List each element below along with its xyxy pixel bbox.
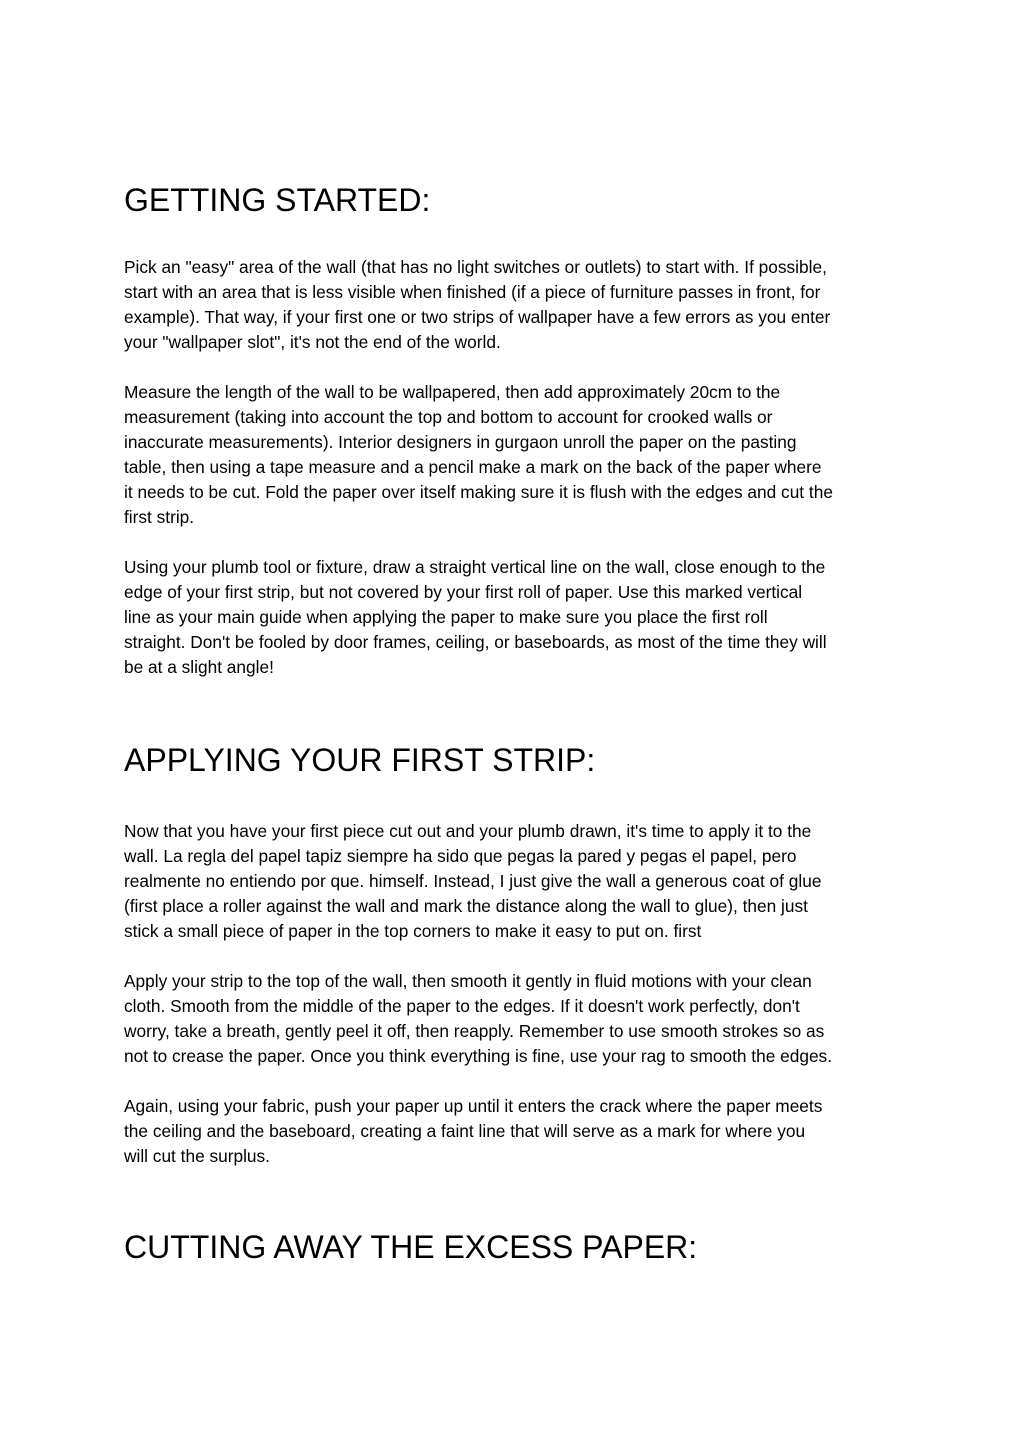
text-line: Now that you have your first piece cut out and your plumb drawn, it's time to apply it to the xyxy=(124,821,812,841)
text-line: measurement (taking into account the top and bottom to account for crooked walls or xyxy=(124,407,773,427)
text-line: table, then using a tape measure and a pencil make a mark on the back of the paper where xyxy=(124,457,822,477)
text-line: not to crease the paper. Once you think everything is fine, use your rag to smooth the edges. xyxy=(124,1046,832,1066)
text-line: wall. La regla del papel tapiz siempre ha sido que pegas la pared y pegas el papel, pero xyxy=(124,846,797,866)
text-line: first strip. xyxy=(124,507,195,527)
text-line: (first place a roller against the wall and mark the distance along the wall to glue), then just xyxy=(124,896,808,916)
section-heading-getting-started: GETTING STARTED: xyxy=(124,182,431,218)
text-line: Measure the length of the wall to be wallpapered, then add approximately 20cm to the xyxy=(124,382,781,402)
text-line: will cut the surplus. xyxy=(124,1146,270,1166)
text-line: realmente no entiendo por que. himself. Instead, I just give the wall a generous coat of glue xyxy=(124,871,822,891)
paragraph xyxy=(124,380,833,530)
text-line: Apply your strip to the top of the wall, then smooth it gently in fluid motions with your clean xyxy=(124,971,812,991)
text-line: straight. Don't be fooled by door frames, ceiling, or baseboards, as most of the time they will xyxy=(124,632,827,652)
paragraph xyxy=(124,819,821,944)
text-line: edge of your first strip, but not covered by your first roll of paper. Use this marked vertical xyxy=(124,582,803,602)
text-line: start with an area that is less visible when finished (if a piece of furniture passes in front, for xyxy=(124,282,821,302)
text-line: inaccurate measurements). Interior designers in gurgaon unroll the paper on the pasting xyxy=(124,432,797,452)
section-heading-applying-first-strip: APPLYING YOUR FIRST STRIP: xyxy=(124,742,596,778)
text-line: cloth. Smooth from the middle of the paper to the edges. If it doesn't work perfectly, don't xyxy=(124,996,800,1016)
text-line: line as your main guide when applying the paper to make sure you place the first roll xyxy=(124,607,768,627)
text-line: Using your plumb tool or fixture, draw a straight vertical line on the wall, close enough to the xyxy=(124,557,826,577)
text-line: it needs to be cut. Fold the paper over itself making sure it is flush with the edges and cut the xyxy=(124,482,833,502)
paragraph xyxy=(124,1094,822,1169)
text-line: worry, take a breath, gently peel it off, then reapply. Remember to use smooth strokes so as xyxy=(124,1021,825,1041)
text-line: Again, using your fabric, push your paper up until it enters the crack where the paper meets xyxy=(124,1096,823,1116)
text-line: your "wallpaper slot", it's not the end of the world. xyxy=(124,332,501,352)
paragraph xyxy=(124,255,830,355)
text-line: be at a slight angle! xyxy=(124,657,274,677)
text-line: the ceiling and the baseboard, creating a faint line that will serve as a mark for where you xyxy=(124,1121,806,1141)
text-line: Pick an "easy" area of the wall (that has no light switches or outlets) to start with. If possible, xyxy=(124,257,827,277)
paragraph xyxy=(124,969,832,1069)
text-line: stick a small piece of paper in the top corners to make it easy to put on. first xyxy=(124,921,702,941)
text-line: example). That way, if your first one or two strips of wallpaper have a few errors as you enter xyxy=(124,307,831,327)
section-heading-cutting-excess-paper: CUTTING AWAY THE EXCESS PAPER: xyxy=(124,1229,698,1265)
paragraph xyxy=(124,555,827,680)
